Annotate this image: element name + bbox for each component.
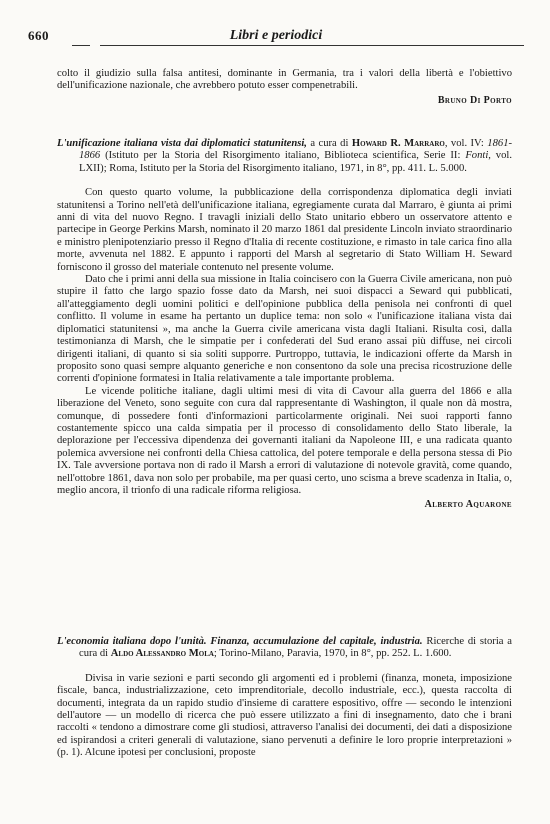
header-rule xyxy=(100,45,524,46)
review-paragraph: Dato che i primi anni della sua missione in Italia coincisero con la Guerra Civile americana, non può stupire il fatto che largo spazio fosse dato da Marsh, nei suoi dispacci a Seward qui pubblicati, all'atteggiamento degli uomini politici e dell'opinione pubblica della penisola nei confronti di quel conflitto. Il volume in esame ha pertanto un duplice tema: non solo « l'unificazione italiana vista dai diplomatici statunitensi », ma anche la Guerra civile americana vista dagli Italiani. Risulta così, dalla testimonianza di Marsh, che le simpatie per i confederati del Sud erano assai più diffuse, nei circoli dirigenti italiani, di quanto si sia soliti supporre. Purtroppo, tuttavia, le indicazioni offerte da Marsh in proposito sono quasi sempre alquanto generiche e non consentono da sole una precisa ricostruzione delle correnti d'opinione formatesi in Italia relativamente a tale importante problema. xyxy=(57,274,512,385)
bibliographic-entry: L'economia italiana dopo l'unità. Finanza, accumulazione del capitale, industria. Ricerche di storia a cura di Aldo Alessandro Mola; Torino-Milano, Paravia, 1970, in 8°, pp. 252. L. 1.600. xyxy=(57,636,512,660)
running-head: Libri e periodici xyxy=(229,28,323,43)
review-paragraph: Le vicende politiche italiane, dagli ultimi mesi di vita di Cavour alla guerra del 1866 e alla liberazione del Veneto, sono seguite con cura dal rappresentante di Washington, il quale non dà mostra, comunque, di possedere fonti d'informazioni particolarmente originali. Nei suoi rapporti fanno costantemente spicco una calda simpatia per il processo di consolidamento dello Stato liberale, la deplorazione per l'eccessiva dipendenza dei governanti italiani da Napoleone III, e una radicata quanto polemica avversione nei confronti della Chiesa cattolica, del potere temporale e della persona stessa di Pio IX. Tale avversione portava non di rado il Marsh a errori di valutazione di notevole gravità, come quando, nell'ottobre 1861, dava non solo per probabile, ma per quasi certo, uno scisma a breve scadenza in Italia, o, meglio ancora, il trionfo di una radicale riforma religiosa. xyxy=(57,385,512,496)
header-rule-left xyxy=(72,45,90,46)
bibliographic-entry: L'unificazione italiana vista dai diplomatici statunitensi, a cura di Howard R. Marraro, vol. IV: 1861-1866 (Istituto per la Storia del Risorgimento italiano, Biblioteca scientifica, Serie II: Fonti, vol. LXII); Roma, Istituto per la Storia del Risorgimento italiano, 1971, in 8°, pp. 411. L. 5.000. xyxy=(57,138,513,174)
book-editor: Aldo Alessandro Mola xyxy=(110,648,214,660)
review-paragraph: Con questo quarto volume, la pubblicazione della corrispondenza diplomatica degli inviati statunitensi a Torino nell'età dell'unificazione italiana, egregiamente curata dal Marraro, è giunta ai primi anni di vita del nuovo Regno. I travagli iniziali dello Stato unitario ebbero un osservatore attento e partecipe in George Perkins Marsh, nominato il 20 marzo 1861 dal presidente Lincoln inviato straordinario e ministro plenipotenziario presso il Regno d'Italia di recente costituzione, e rimasto in tale carica fino alla morte, avvenuta nel 1882. E appunto i rapporti del Marsh al segretario di Stato William H. Seward forniscono il grosso del materiale contenuto nel presente volume. xyxy=(57,187,512,273)
review-entry xyxy=(57,138,512,512)
book-title: L'unificazione italiana vista dai diplomatici statunitensi, xyxy=(57,138,307,149)
book-editor: Howard R. Marraro xyxy=(351,138,445,149)
reviewer-signature: Alberto Aquarone xyxy=(424,499,512,511)
previous-review-text: colto il giudizio sulla falsa antitesi, dominante in Germania, tra i valori della libertà e l'obiettivo dell'unificazione nazionale, che avrebbero potuto esser compenetrabili. xyxy=(57,68,512,92)
reviewer-signature: Bruno Di Porto xyxy=(437,94,512,106)
page-header xyxy=(28,28,524,50)
book-title: L'economia italiana dopo l'unità. Finanza, accumulazione del capitale, industria. xyxy=(57,636,423,647)
book-years: 1861-1866 xyxy=(79,138,513,162)
review-entry xyxy=(57,636,512,760)
page-number: 660 xyxy=(28,28,49,43)
review-paragraph: Divisa in varie sezioni e parti secondo gli argomenti ed i problemi (finanza, moneta, imposizione fiscale, banca, industrializzazione, ceto imprenditoriale, decollo industriale, ecc.), questa raccolta di documenti, integrata da un rapido studio d'insieme di carattere espositivo, offre — secondo le intenzioni dell'autore — un modello di ricerca che può essere utilizzato a fini di insegnamento, dato che i brani raccolti « tendono a dimostrare come gli studiosi, attraverso l'analisi dei documenti, dei dati a disposizione ed ispirandosi a criteri generali di valutazione, siano pervenuti a definire le loro proprie interpretazioni » (p. 1). Alcune ipotesi per conclusioni, proposte xyxy=(57,672,512,759)
previous-review xyxy=(57,68,512,107)
